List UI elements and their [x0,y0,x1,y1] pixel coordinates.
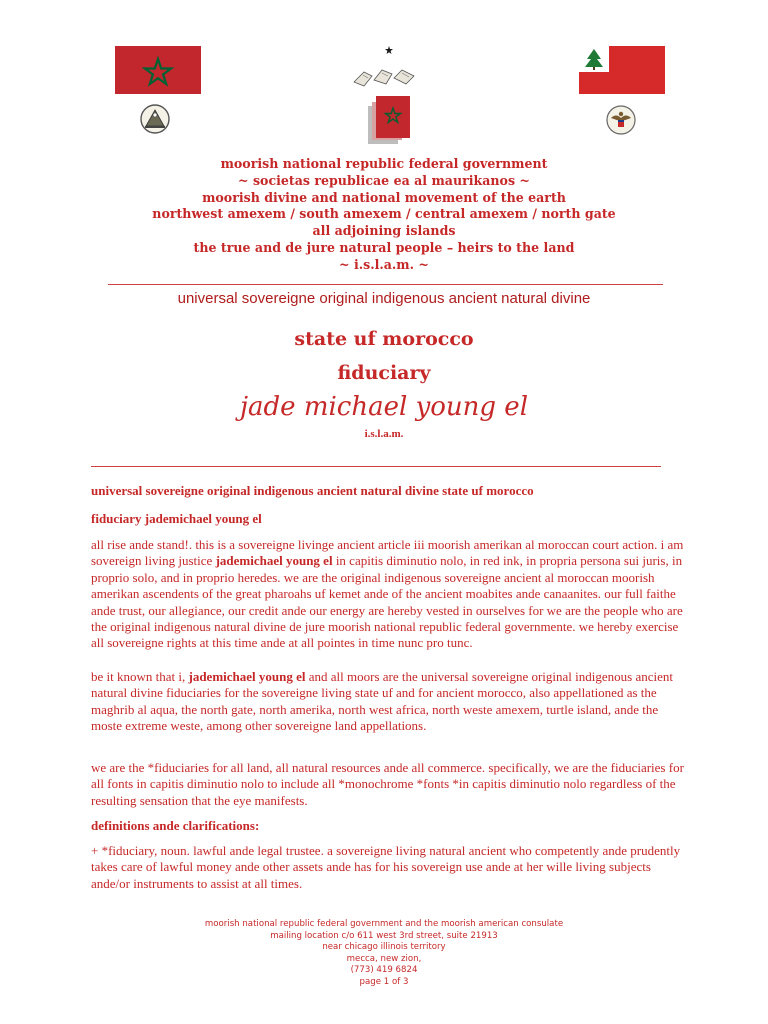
paragraph-2-part-2: and all moors are the universal sovereigne original indigenous ancient natural divine fiduciaries for the sovereigne living state uf and for ancient morocco, also appellationed as the maghrib al aqua, the north gate, north amerika, north west africa, north weste amexem, turtle island, ande the moste extreme weste, among other sovereigne land appellations. [91,669,673,734]
crescent-icon [367,36,399,66]
state-title: state uf morocco [294,328,474,350]
body-heading-2: fiduciary jademichael young el [91,511,262,526]
stacked-flags-icon [364,92,418,148]
footer-line-5: (773) 419 6824 [350,965,418,975]
header-line-1: moorish national republic federal government [220,156,548,171]
paragraph-3: we are the *fiduciaries for all land, all natural resources ande all commerce. specifically, we are the fiduciaries for all fonts in capitis diminutio nolo to include all *monochrome *fonts *in capitis diminutio nolo regardless of the resulting sensation that the eye manifests. [91,760,684,808]
header-line-5: all adjoining islands [312,223,456,239]
second-divider [91,466,661,467]
footer-line-2: mailing location c/o 611 west 3rd street, suite 21913 [270,930,498,941]
top-divider [108,284,663,285]
body-heading-3: definitions ande clarifications: [91,818,260,833]
footer-address [140,919,628,988]
moroccan-flag-icon [115,46,201,94]
page-number: page 1 of 3 [359,976,409,987]
subtitle: universal sovereigne original indigenous ancient natural divine [177,290,591,307]
islam-subtitle: i.s.l.a.m. [364,428,404,440]
organization-header [120,156,648,274]
footer-line-1: moorish national republic federal government and the moorish american consulate [204,919,564,929]
header-line-6: the true and de jure natural people – heirs to the land [193,239,575,255]
paragraph-1-part-1: all rise ande stand!. this is a sovereigne livinge ancient article iii moorish amerikan al moroccan court action. i am sovereign living justice [91,537,684,569]
paragraph-2-part-1: be it known that i, [91,669,189,684]
paragraph-1-name: jademichael young el [215,553,333,569]
header-line-7: ~ i.s.l.a.m. ~ [339,256,429,272]
header-line-2: ~ societas republicae ea al maurikanos ~ [238,172,530,188]
header-line-4: northwest amexem / south amexem / central amexem / north gate [152,206,616,222]
paragraph-1 [91,537,691,652]
paragraph-4: + *fiduciary, noun. lawful ande legal trustee. a sovereigne living natural ancient who competently ande prudently takes care of lawful money ande other assets ande has for his sovereign use ande at her wille living subjects ande/or instruments to assist at all times. [91,843,681,891]
footer-line-3: near chicago illinois territory [322,942,446,952]
footer-line-4: mecca, new zion, [346,953,422,964]
paragraph-1-part-2: in capitis diminutio nolo, in red ink, in propria persona sui juris, in proprio solo, and in proprio heredes. we are the original indigenous sovereigne ancient al moroccan moorish amerikan ascendents of the great pharoahs uf kemet ande of the ancient moabites ande canaanites. our full faithe ande trust, our allegiance, our credit ande our energy are hereby vested in ourselves for we are the people who are the original indigenous natural divine de jure moorish national republic federal governmente. we hereby exercise all sovereigne rights at this time ande at all pointes in time nunc pro tunc. [91,553,683,651]
header-line-3: moorish divine and national movement of the earth [202,189,566,205]
eagle-seal-icon [605,104,637,136]
open-books-icon [352,66,418,88]
body-heading-1: universal sovereigne original indigenous ancient natural divine state uf morocco [91,483,534,498]
fiduciary-title: fiduciary [337,362,431,384]
pyramid-seal-icon [139,103,171,135]
name-title: jade michael young el [239,392,529,422]
red-ensign-pine-tree-flag-icon [579,46,665,94]
paragraph-2 [91,669,691,735]
paragraph-2-name: jademichael young el [188,669,306,684]
